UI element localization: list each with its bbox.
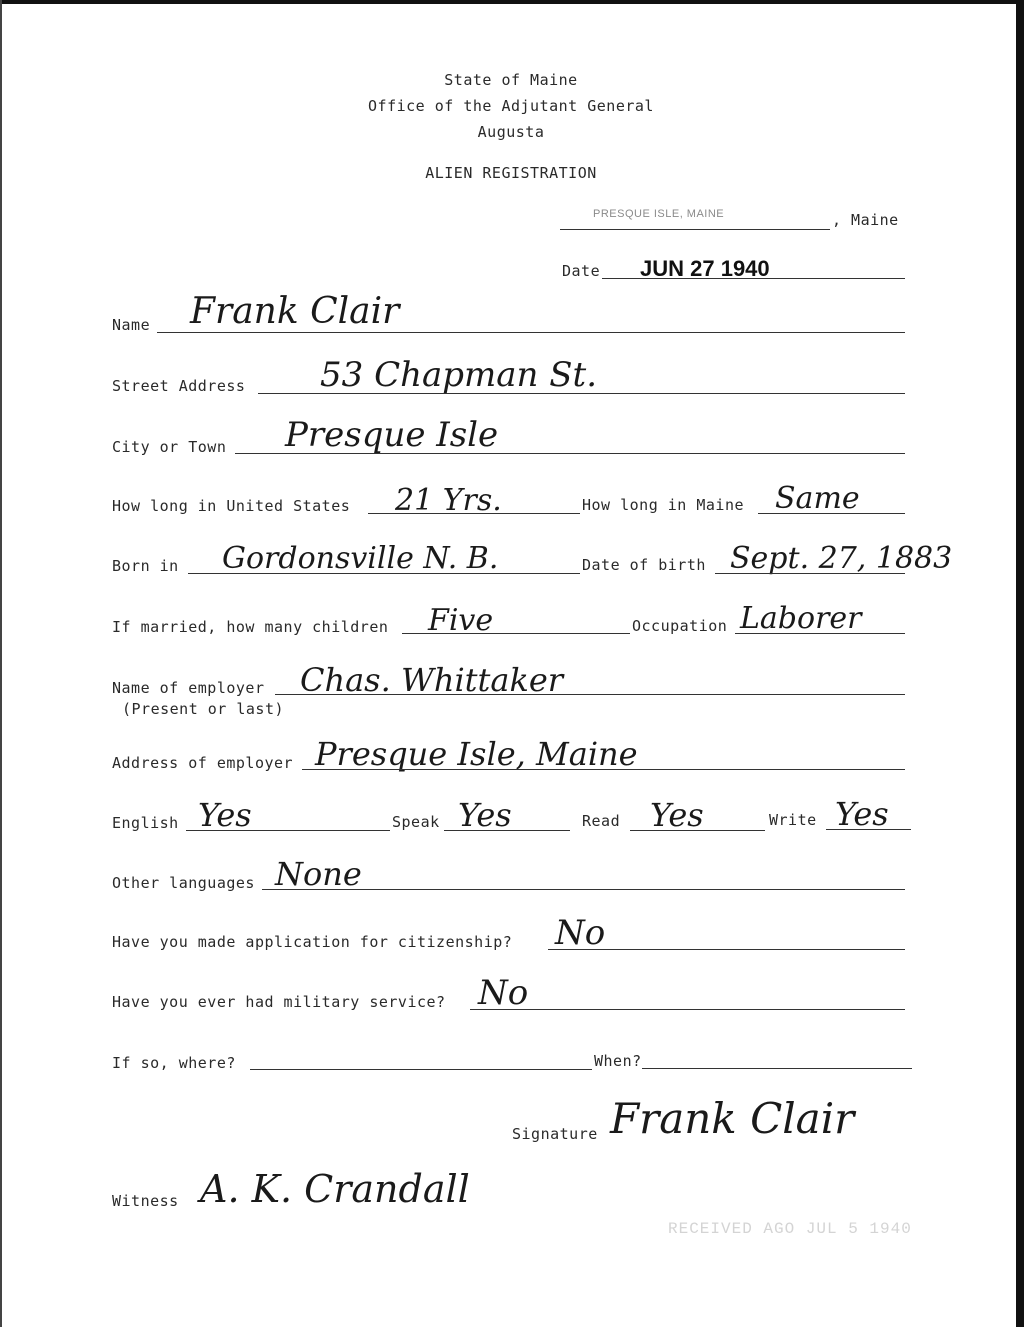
occupation-value: Laborer <box>740 601 862 636</box>
speak-line <box>444 830 570 831</box>
signature-value: Frank Clair <box>610 1094 855 1143</box>
when-label: When? <box>594 1052 642 1070</box>
street-label: Street Address <box>112 377 246 395</box>
military-value: No <box>478 973 529 1013</box>
scan-border-right <box>1016 0 1024 1327</box>
children-label: If married, how many children <box>112 618 389 636</box>
date-label: Date <box>562 262 601 280</box>
when-line <box>642 1068 912 1069</box>
form-title: ALIEN REGISTRATION <box>425 164 597 182</box>
birth-date-value: Sept. 27, 1883 <box>730 541 953 576</box>
where-line <box>250 1069 592 1070</box>
employer-value: Chas. Whittaker <box>300 661 564 699</box>
name-value: Frank Clair <box>190 291 400 332</box>
signature-label: Signature <box>512 1125 598 1143</box>
place-line <box>560 229 830 230</box>
read-line <box>630 830 765 831</box>
children-value: Five <box>428 603 494 638</box>
received-stamp: RECEIVED AGO JUL 5 1940 <box>668 1220 912 1238</box>
header-state: State of Maine <box>444 71 578 89</box>
city-line <box>235 453 905 454</box>
witness-label: Witness <box>112 1192 179 1210</box>
years-us-line <box>368 513 580 514</box>
employer-address-line <box>302 769 905 770</box>
write-line <box>826 829 911 830</box>
children-line <box>402 633 630 634</box>
other-languages-label: Other languages <box>112 874 255 892</box>
speak-value: Yes <box>458 796 512 834</box>
where-label: If so, where? <box>112 1054 236 1072</box>
employer-address-value: Presque Isle, Maine <box>315 735 638 773</box>
city-value: Presque Isle <box>285 415 499 455</box>
speak-label: Speak <box>392 813 440 831</box>
city-label: City or Town <box>112 438 227 456</box>
english-line <box>186 830 390 831</box>
street-line <box>258 393 905 394</box>
street-value: 53 Chapman St. <box>320 355 597 395</box>
employer-address-label: Address of employer <box>112 754 294 772</box>
witness-value: A. K. Crandall <box>200 1167 470 1211</box>
birth-date-label: Date of birth <box>582 556 706 574</box>
header-city: Augusta <box>477 123 545 141</box>
born-line <box>188 573 580 574</box>
citizenship-value: No <box>555 913 606 953</box>
english-value: Yes <box>198 796 252 834</box>
date-stamp: JUN 27 1940 <box>640 256 770 281</box>
name-label: Name <box>112 316 151 334</box>
other-languages-value: None <box>275 855 362 893</box>
other-languages-line <box>262 889 905 890</box>
date-line <box>602 278 905 279</box>
years-maine-value: Same <box>775 481 860 516</box>
write-value: Yes <box>835 795 889 833</box>
years-us-label: How long in United States <box>112 497 351 515</box>
birth-date-line <box>715 573 905 574</box>
citizenship-line <box>548 949 905 950</box>
place-suffix: , Maine <box>832 211 899 229</box>
employer-label: Name of employer <box>112 679 265 697</box>
occupation-line <box>735 633 905 634</box>
place-stamp: PRESQUE ISLE, MAINE <box>593 208 725 220</box>
english-label: English <box>112 814 179 832</box>
scan-border-left <box>0 0 2 1327</box>
occupation-label: Occupation <box>632 617 728 635</box>
name-line <box>157 332 905 333</box>
header-office: Office of the Adjutant General <box>368 97 654 115</box>
born-value: Gordonsville N. B. <box>222 541 499 576</box>
military-label: Have you ever had military service? <box>112 993 446 1011</box>
read-label: Read <box>582 812 621 830</box>
citizenship-label: Have you made application for citizenship? <box>112 933 513 951</box>
employer-sublabel: (Present or last) <box>122 700 285 718</box>
military-line <box>470 1009 905 1010</box>
write-label: Write <box>769 811 817 829</box>
employer-line <box>275 694 905 695</box>
read-value: Yes <box>650 796 704 834</box>
born-label: Born in <box>112 557 179 575</box>
scan-border-top <box>0 0 1024 4</box>
years-maine-label: How long in Maine <box>582 496 745 514</box>
years-maine-line <box>758 513 905 514</box>
years-us-value: 21 Yrs. <box>395 483 502 518</box>
